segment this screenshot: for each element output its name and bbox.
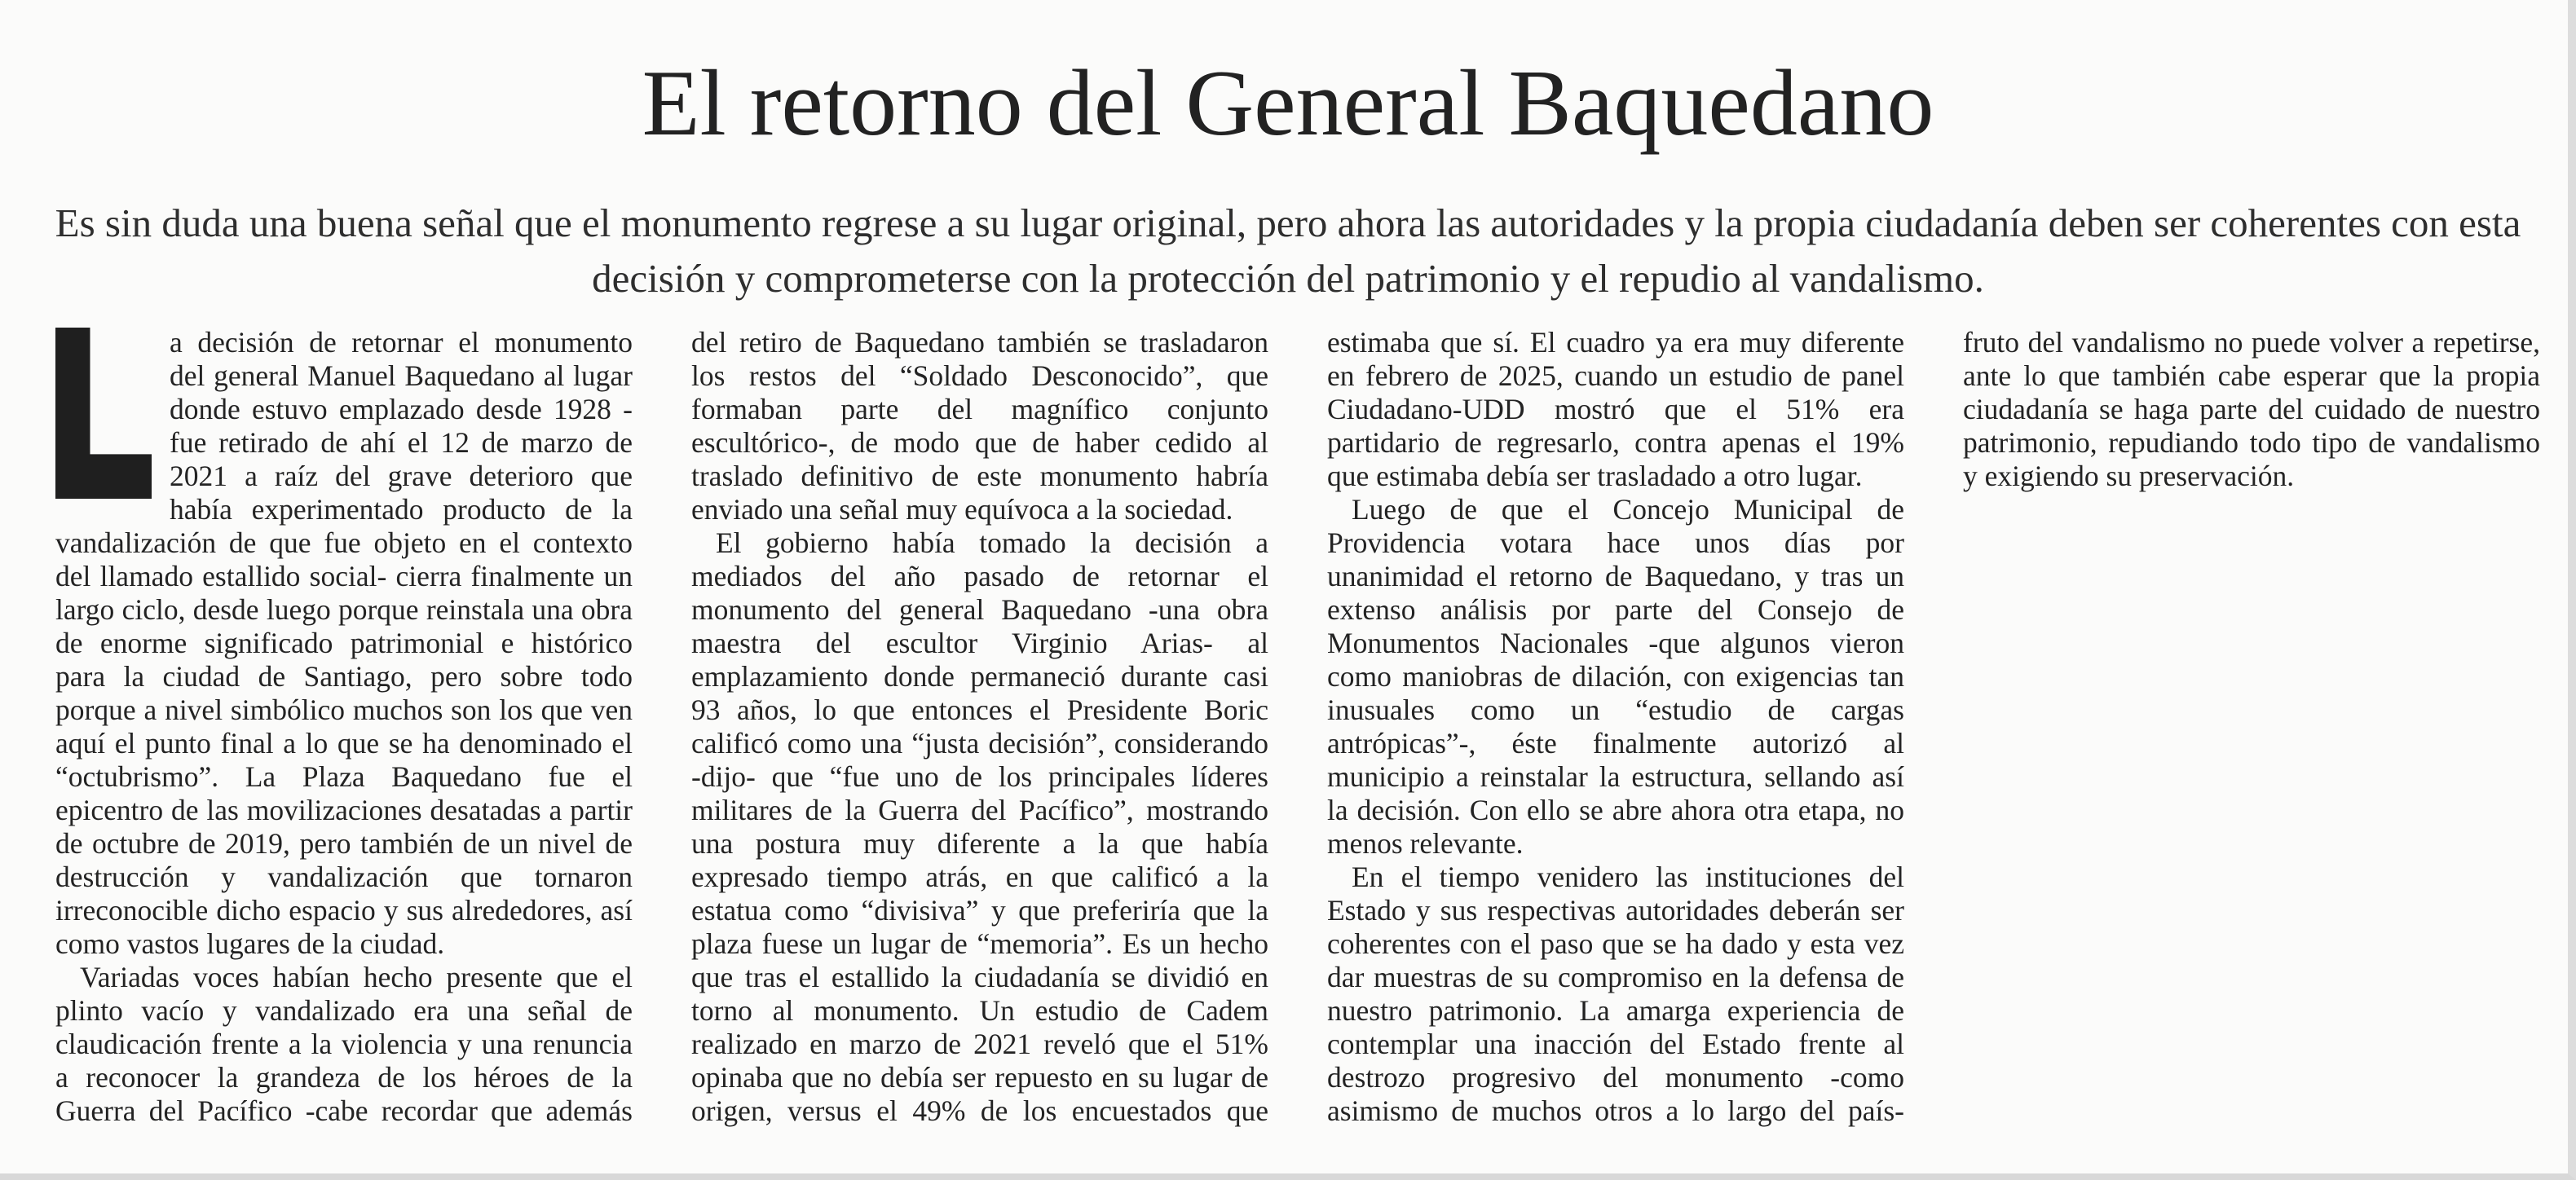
deck-subtitle: Es sin duda una buena señal que el monumento regrese a su lugar original, pero ahora las autoridades y la propia ciudadanía deben ser coherentes con esta decisión y comprometerse con la protección del patrimonio y el repudio al vandalismo. bbox=[55, 200, 2521, 301]
headline: El retorno del General Baquedano bbox=[642, 51, 1934, 156]
paragraph-2: Variadas voces habían hecho presente que el plinto vacío y vandalizado era una señal de claudicación frente a la violencia y una renuncia a reconocer la grandeza de los héroes de la Guerra del Pacífico -cabe recordar que además del retiro de Baquedano también se trasladaron los restos del “Soldado Desconocido”, que formaban parte del magnífico conjunto escultórico-, de modo que de haber cedido al traslado definitivo de este monumento habría enviado una señal muy equívoca a la sociedad. bbox=[55, 326, 1268, 1127]
paragraph-3: El gobierno había tomado la decisión a mediados del año pasado de retornar el monumento del general Baquedano -una obra maestra del escultor Virginio Arias- al emplazamiento donde permaneció durante casi 93 años, lo que entonces el Presidente Boric calificó como una “justa decisión”, considerando -dijo- que “fue uno de los principales líderes militares de la Guerra del Pacífico”, mostrando una postura muy diferente a la que había expresado tiempo atrás, en que calificó a la estatua como “divisiva” y que preferiría que la plaza fuese un lugar de “memoria”. Es un hecho que tras el estallido la ciudadanía se dividió en torno al monumento. Un estudio de Cadem realizado en marzo de 2021 reveló que el 51% opinaba que no debía ser repuesto en su lugar de origen, versus el 49% de los encuestados que estimaba que sí. El cuadro ya era muy diferente en febrero de 2025, cuando un estudio de panel Ciudadano-UDD mostró que el 51% era partidario de regresarlo, contra apenas el 19% que estimaba debía ser trasladado a otro lugar. bbox=[691, 326, 1904, 1127]
paragraph-1-text: a decisión de retornar el monumento del general Manuel Baquedano al lugar donde estuvo emplazado desde 1928 -fue retirado de ahí el 12 de marzo de 2021 a raíz del grave deterioro que había experimentado producto de la vandalización de que fue objeto en el contexto del llamado estallido social- cierra finalmente un largo ciclo, desde luego porque reinstala una obra de enorme significado patrimonial e histórico para la ciudad de Santiago, pero sobre todo porque a nivel simbólico muchos son los que ven aquí el punto final a lo que se ha denominado el “octubrismo”. La Plaza Baquedano fue el epicentro de las movilizaciones desatadas a partir de octubre de 2019, pero también de un nivel de destrucción y vandalización que tornaron irreconocible dicho espacio y sus alrededores, así como vastos lugares de la ciudad. bbox=[55, 326, 633, 960]
paragraph-1 bbox=[55, 326, 633, 961]
article-body bbox=[55, 326, 2540, 1157]
drop-cap-letter bbox=[55, 328, 152, 499]
paragraph-4: Luego de que el Concejo Municipal de Providencia votara hace unos días por unanimidad el retorno de Baquedano, y tras un extenso análisis por parte del Consejo de Monumentos Nacionales -que algunos vieron como maniobras de dilación, con exigencias tan inusuales como un “estudio de cargas antrópicas”-, éste finalmente autorizó al municipio a reinstalar la estructura, sellando así la decisión. Con ello se abre ahora otra etapa, no menos relevante. bbox=[1327, 493, 1904, 860]
paragraph-5: En el tiempo venidero las instituciones del Estado y sus respectivas autoridades deberán ser coherentes con el paso que se ha dado y esta vez dar muestras de su compromiso en la defensa de nuestro patrimonio. La amarga experiencia de contemplar una inacción del Estado frente al destrozo progresivo del monumento -como asimismo de muchos otros a lo largo del país- fruto del vandalismo no puede volver a repetirse, ante lo que también cabe esperar que la propia ciudadanía se haga parte del cuidado de nuestro patrimonio, repudiando todo tipo de vandalismo y exigiendo su preservación. bbox=[1327, 326, 2540, 1127]
